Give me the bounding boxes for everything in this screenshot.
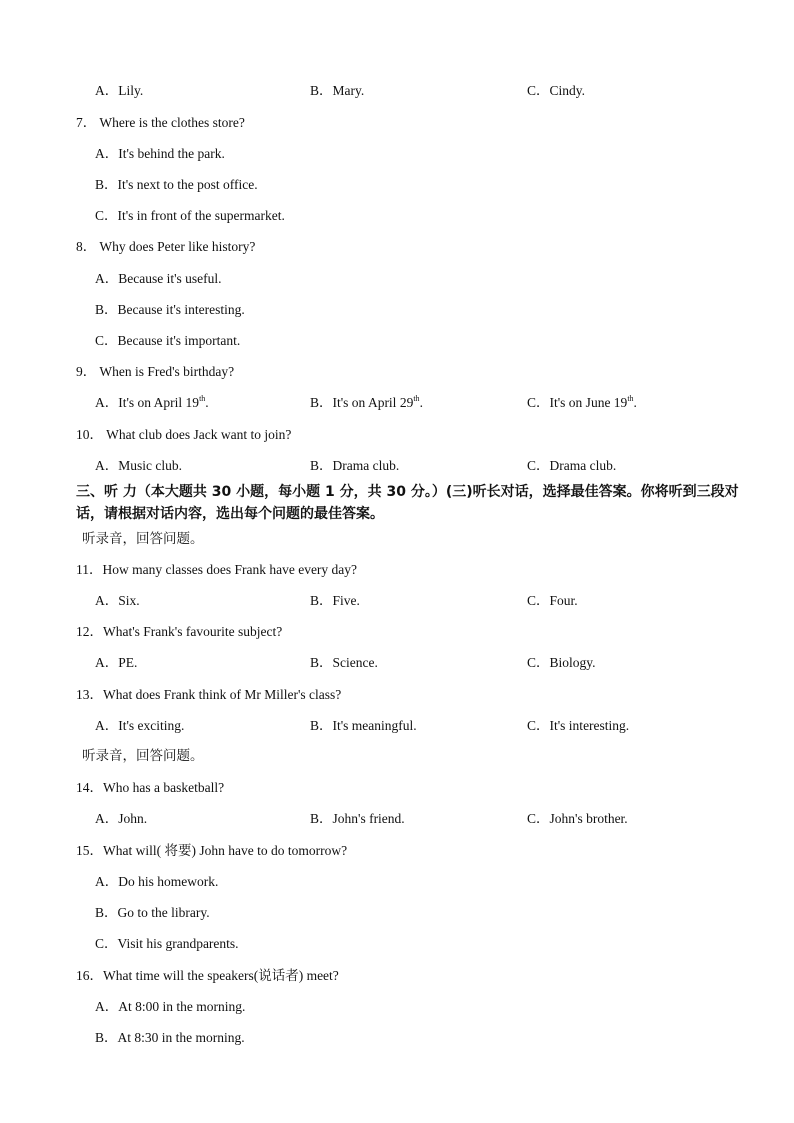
q9-option-c: C．It's on June 19th. xyxy=(527,393,637,410)
q8-option-c: C．Because it's important. xyxy=(95,333,241,348)
q12-option-c: C．Biology. xyxy=(527,655,596,670)
q16-option-b: B．At 8:30 in the morning. xyxy=(95,1030,245,1045)
q15-option-a: A．Do his homework. xyxy=(95,874,219,889)
listening-instruction: 听录音，回答问题。 xyxy=(82,748,204,764)
q6-option-a: A．Lily. xyxy=(95,83,144,98)
q12-question: 12．What's Frank's favourite subject? xyxy=(76,624,283,639)
q7-question: 7． Where is the clothes store? xyxy=(76,115,245,130)
q11-option-b: B．Five. xyxy=(310,593,360,608)
q11-option-a: A．Six. xyxy=(95,593,140,608)
q11-question: 11．How many classes does Frank have every day? xyxy=(76,562,358,577)
listening-instruction: 听录音，回答问题。 xyxy=(82,531,204,547)
q14-option-b: B．John's friend. xyxy=(310,811,405,826)
q13-option-a: A．It's exciting. xyxy=(95,718,185,733)
q12-option-b: B．Science. xyxy=(310,655,378,670)
q14-question: 14．Who has a basketball? xyxy=(76,780,225,795)
q8-option-a: A．Because it's useful. xyxy=(95,271,222,286)
q16-question: 16．What time will the speakers(说话者) meet? xyxy=(76,968,339,983)
q6-option-b: B．Mary. xyxy=(310,83,365,98)
q7-option-c: C．It's in front of the supermarket. xyxy=(95,208,285,223)
q10-option-c: C．Drama club. xyxy=(527,458,617,473)
q9-option-b: B．It's on April 29th. xyxy=(310,393,423,410)
q14-option-c: C．John's brother. xyxy=(527,811,628,826)
q8-question: 8． Why does Peter like history? xyxy=(76,239,256,254)
q7-option-b: B．It's next to the post office. xyxy=(95,177,258,192)
q12-option-a: A．PE. xyxy=(95,655,138,670)
q10-option-a: A．Music club. xyxy=(95,458,182,473)
q13-option-b: B．It's meaningful. xyxy=(310,718,417,733)
q9-question: 9． When is Fred's birthday? xyxy=(76,364,235,379)
q15-question: 15．What will( 将要) John have to do tomorrow? xyxy=(76,843,348,858)
q15-option-b: B．Go to the library. xyxy=(95,905,210,920)
q10-question: 10． What club does Jack want to join? xyxy=(76,427,292,442)
q11-option-c: C．Four. xyxy=(527,593,578,608)
q8-option-b: B．Because it's interesting. xyxy=(95,302,245,317)
q9-option-a: A．It's on April 19th. xyxy=(95,393,209,410)
q13-question: 13．What does Frank think of Mr Miller's class? xyxy=(76,687,342,702)
section-heading: 三、听 力（本大题共 30 小题，每小题 1 分，共 30 分。）(三)听长对话，选择最佳答案。你将听到三段对话，请根据对话内容，选出每个问题的最佳答案。 xyxy=(76,484,739,522)
q10-option-b: B．Drama club. xyxy=(310,458,400,473)
q14-option-a: A．John. xyxy=(95,811,148,826)
q13-option-c: C．It's interesting. xyxy=(527,718,630,733)
q16-option-a: A．At 8:00 in the morning. xyxy=(95,999,246,1014)
q6-option-c: C．Cindy. xyxy=(527,83,586,98)
q7-option-a: A．It's behind the park. xyxy=(95,146,225,161)
q15-option-c: C．Visit his grandparents. xyxy=(95,936,239,951)
